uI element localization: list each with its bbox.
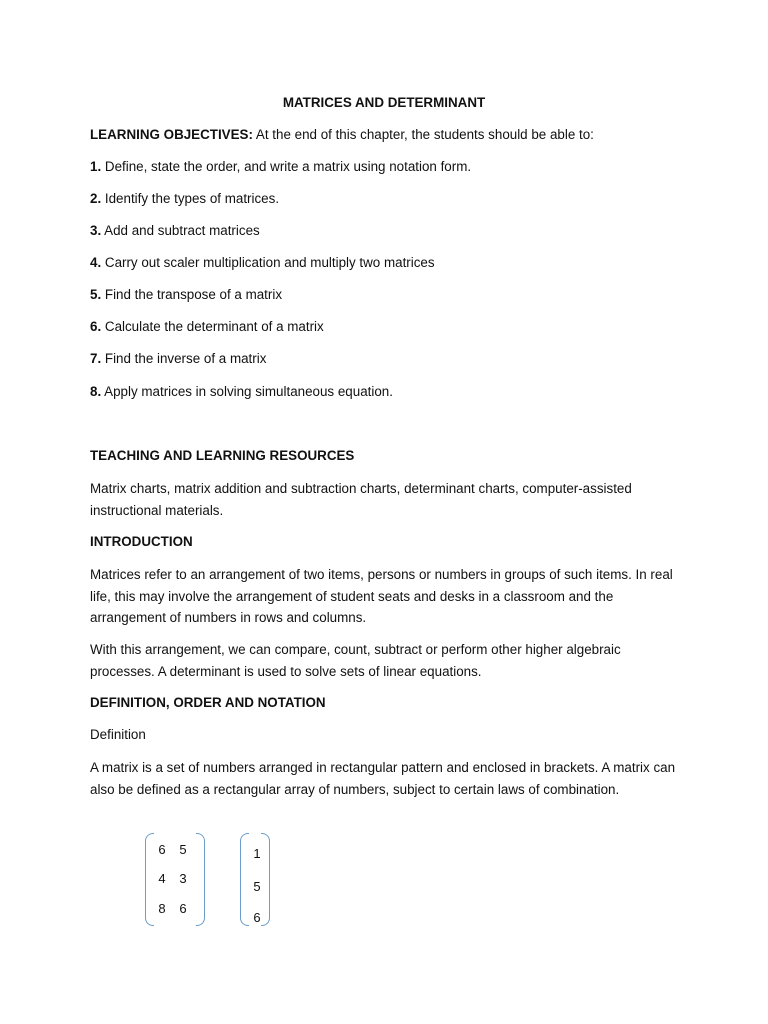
introduction-paragraph-1: Matrices refer to an arrangement of two items, persons or numbers in groups of such items. In real life, this may involve the arrangement of student seats and desks in a classroom and the arrangement of numbers in rows and columns. — [90, 567, 673, 625]
matrix-cell: 3 — [179, 871, 187, 886]
definition-heading: DEFINITION, ORDER AND NOTATION — [90, 695, 326, 710]
matrix-cell: 5 — [179, 842, 187, 857]
objective-number: 4. — [90, 255, 102, 270]
definition-text: A matrix is a set of numbers arranged in rectangular pattern and enclosed in brackets. A matrix can also be defined as a rectangular array of numbers, subject to certain laws of combination. — [90, 760, 676, 797]
left-bracket — [240, 833, 249, 926]
page-title: MATRICES AND DETERMINANT — [282, 95, 486, 110]
introduction-paragraph-2: With this arrangement, we can compare, count, subtract or perform other higher algebraic processes. A determinant is used to solve sets of linear equations. — [90, 642, 621, 679]
objective-text: Find the inverse of a matrix — [101, 351, 267, 366]
objective-number: 7. — [90, 351, 102, 366]
matrix-cell: 6 — [253, 910, 261, 925]
matrix-3x1 — [240, 833, 270, 926]
matrix-cell: 4 — [158, 871, 166, 886]
objective-number: 2. — [90, 191, 102, 206]
objective-item — [90, 348, 680, 370]
resources-heading: TEACHING AND LEARNING RESOURCES — [90, 448, 355, 463]
matrix-cell: 8 — [158, 901, 166, 916]
objective-text: Identify the types of matrices. — [101, 191, 280, 206]
objective-number: 8. — [90, 384, 102, 399]
objective-item — [90, 156, 680, 178]
resources-text: Matrix charts, matrix addition and subtraction charts, determinant charts, computer-assisted instructional materials. — [90, 481, 632, 518]
objective-number: 3. — [90, 223, 102, 238]
objective-item — [90, 284, 680, 306]
matrix-cell: 6 — [158, 842, 166, 857]
left-bracket — [145, 833, 154, 926]
objective-item — [90, 252, 680, 274]
matrix-cell: 5 — [253, 879, 261, 894]
objectives-heading: LEARNING OBJECTIVES: — [90, 127, 253, 142]
matrix-3x2 — [145, 833, 205, 926]
objective-number: 1. — [90, 159, 102, 174]
objectives-line — [90, 124, 680, 146]
matrix-cell: 6 — [179, 901, 187, 916]
objective-text: Define, state the order, and write a matrix using notation form. — [101, 159, 472, 174]
objective-item — [90, 316, 680, 338]
objectives-intro: At the end of this chapter, the students should be able to: — [252, 127, 594, 142]
introduction-heading: INTRODUCTION — [90, 534, 193, 549]
objective-text: Carry out scaler multiplication and multiply two matrices — [101, 255, 435, 270]
objective-text: Apply matrices in solving simultaneous equation. — [101, 384, 393, 399]
objective-text: Calculate the determinant of a matrix — [101, 319, 324, 334]
objective-number: 6. — [90, 319, 102, 334]
objective-number: 5. — [90, 287, 102, 302]
objective-item — [90, 188, 680, 210]
objective-item — [90, 220, 680, 242]
right-bracket — [196, 833, 205, 926]
objective-item — [90, 381, 680, 403]
objective-text: Find the transpose of a matrix — [101, 287, 283, 302]
definition-subheading: Definition — [90, 727, 146, 742]
objective-text: Add and subtract matrices — [101, 223, 260, 238]
matrix-cell: 1 — [253, 846, 261, 861]
